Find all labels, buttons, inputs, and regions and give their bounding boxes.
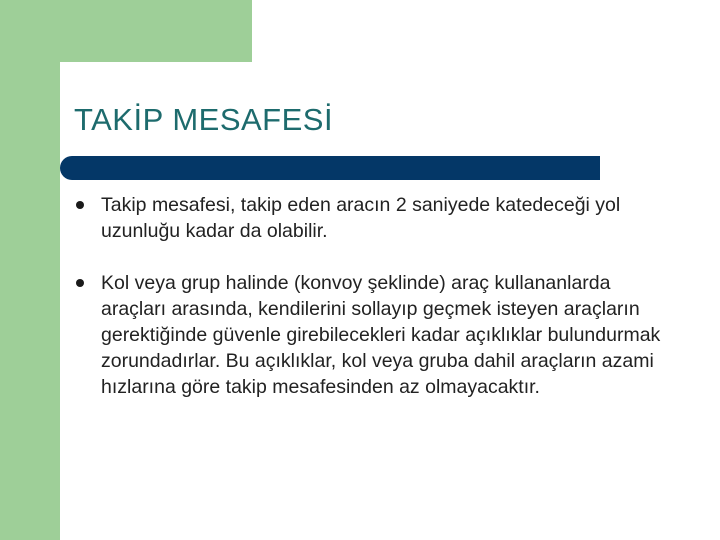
bullet-list — [74, 192, 674, 426]
bullet-dot-icon — [76, 201, 84, 209]
bullet-text-2: Kol veya grup halinde (konvoy şeklinde) araç kullananlarda araçları arasında, kendilerini sollayıp geçmek isteyen araçların gerektiğinde güvenle girebilecekleri kadar açıklıklar bulundurmak zorundadırlar. Bu açıklıklar, kol veya gruba dahil araçların azami hızlarına göre takip mesafesinden az olmayacaktır. — [101, 272, 661, 398]
bullet-text-1: Takip mesafesi, takip eden aracın 2 saniyede katedeceği yol uzunluğu kadar da olabilir. — [101, 194, 621, 242]
bullet-dot-icon — [76, 279, 84, 287]
title-underline-bar — [60, 156, 600, 180]
bullet-item-2 — [74, 270, 674, 400]
slide-title: TAKİP MESAFESİ — [74, 102, 334, 137]
decorative-green-band-left — [0, 0, 60, 540]
bullet-item-1 — [74, 192, 674, 244]
